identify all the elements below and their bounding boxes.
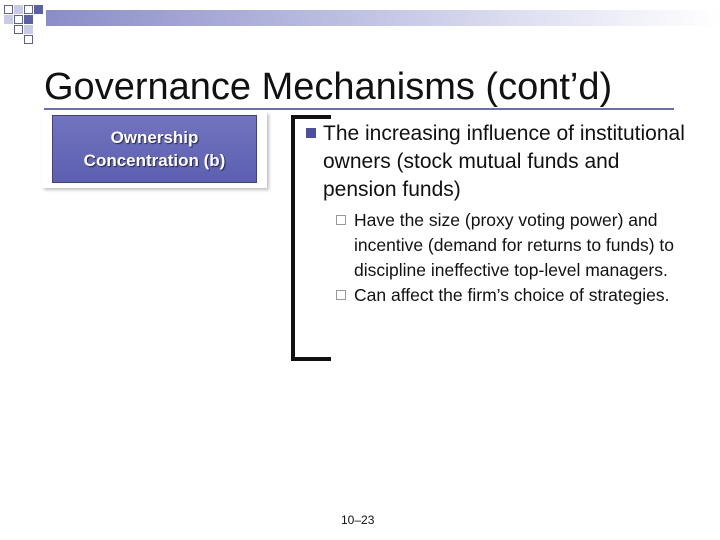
bracket-vertical	[291, 115, 295, 361]
main-bullet-text: The increasing influence of institutional owners (stock mutual funds and pension funds)	[323, 122, 685, 201]
slide-title: Governance Mechanisms (cont’d)	[44, 66, 613, 108]
page-number: 10–23	[341, 513, 375, 527]
deco-square-icon	[24, 25, 33, 34]
deco-square-icon	[14, 15, 23, 24]
square-bullet-icon	[306, 128, 316, 138]
title-divider	[44, 108, 674, 110]
sub-bullet-text: Can affect the firm’s choice of strategies.	[354, 285, 670, 305]
sub-bullet-list	[336, 208, 681, 308]
deco-square-icon	[24, 35, 33, 44]
deco-square-icon	[4, 15, 13, 24]
deco-square-icon	[24, 15, 33, 24]
sub-bullet-item	[336, 283, 681, 308]
deco-square-icon	[34, 5, 43, 14]
bracket-bottom	[291, 357, 331, 361]
deco-square-icon	[14, 25, 23, 34]
section-label: Ownership Concentration (b)	[52, 115, 257, 183]
deco-square-icon	[4, 5, 13, 14]
hollow-square-bullet-icon	[336, 215, 346, 225]
header-gradient-strip	[46, 10, 720, 26]
sub-bullet-text: Have the size (proxy voting power) and incentive (demand for returns to funds) to discipline ineffective top-level managers.	[354, 210, 675, 280]
sub-bullet-item	[336, 208, 681, 283]
deco-square-icon	[14, 5, 23, 14]
deco-square-icon	[24, 5, 33, 14]
hollow-square-bullet-icon	[336, 290, 346, 300]
bracket-top	[291, 115, 331, 119]
main-bullet	[306, 120, 696, 204]
